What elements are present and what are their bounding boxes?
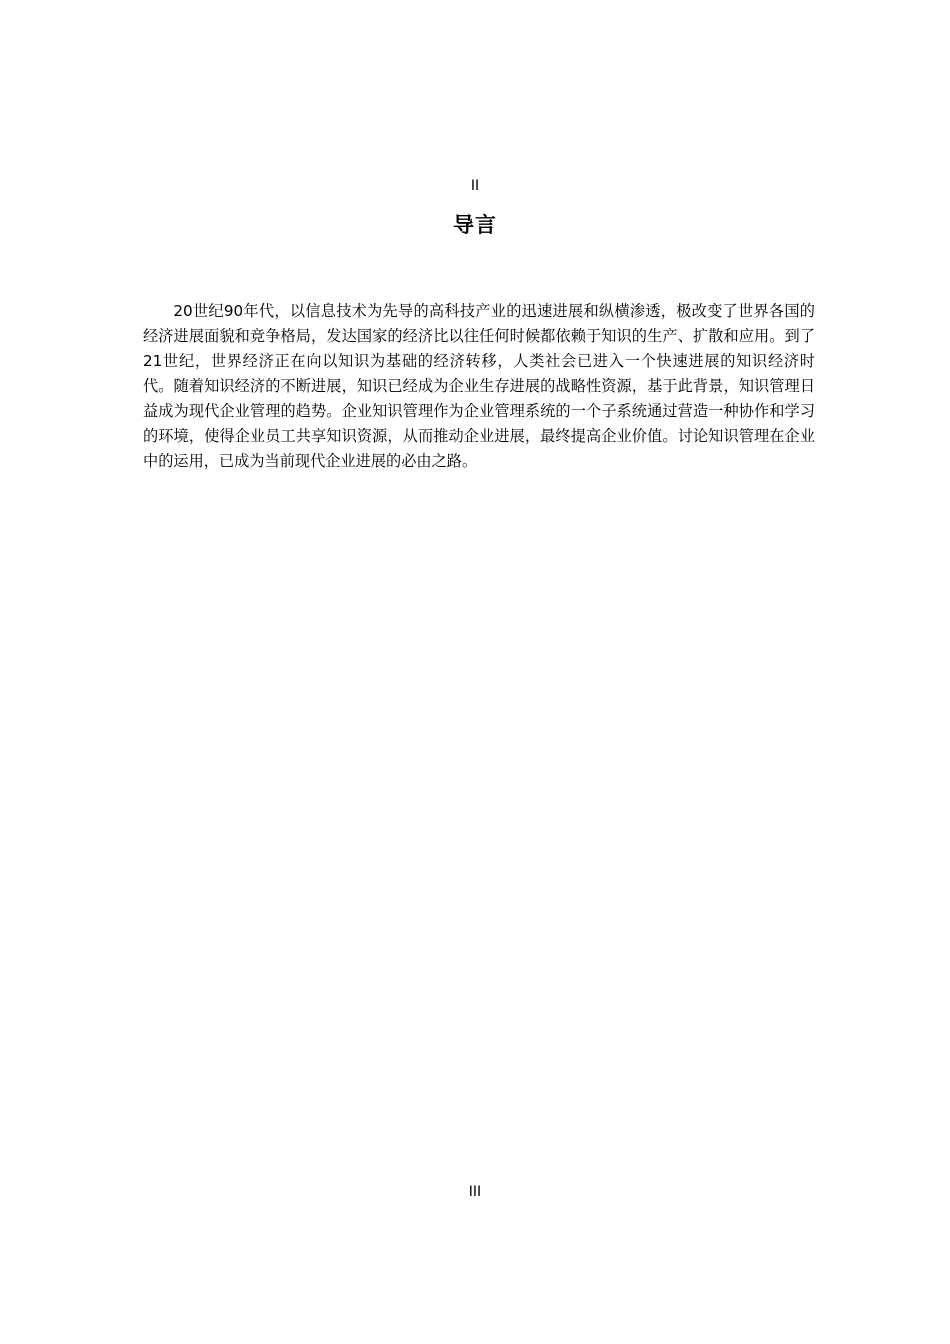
intro-paragraph: 20世纪90年代，以信息技术为先导的高科技产业的迅速进展和纵横渗透，极改变了世界各国的经济进展面貌和竞争格局，发达国家的经济比以往任何时候都依赖于知识的生产、扩散和应用。到了21世纪，世界经济正在向以知识为基础的经济转移，人类社会已进入一个快速进展的知识经济时代。随着知识经济的不断进展，知识已经成为企业生存进展的战略性资源，基于此背景，知识管理日益成为现代企业管理的趋势。企业知识管理作为企业管理系统的一个子系统通过营造一种协作和学习的环境，使得企业员工共享知识资源，从而推动企业进展，最终提高企业价值。讨论知识管理在企业中的运用，已成为当前现代企业进展的必由之路。 (143, 302, 815, 470)
top-page-number: II (470, 178, 480, 194)
section-heading: 导言 (453, 213, 497, 237)
bottom-page-number: III (468, 1184, 482, 1200)
